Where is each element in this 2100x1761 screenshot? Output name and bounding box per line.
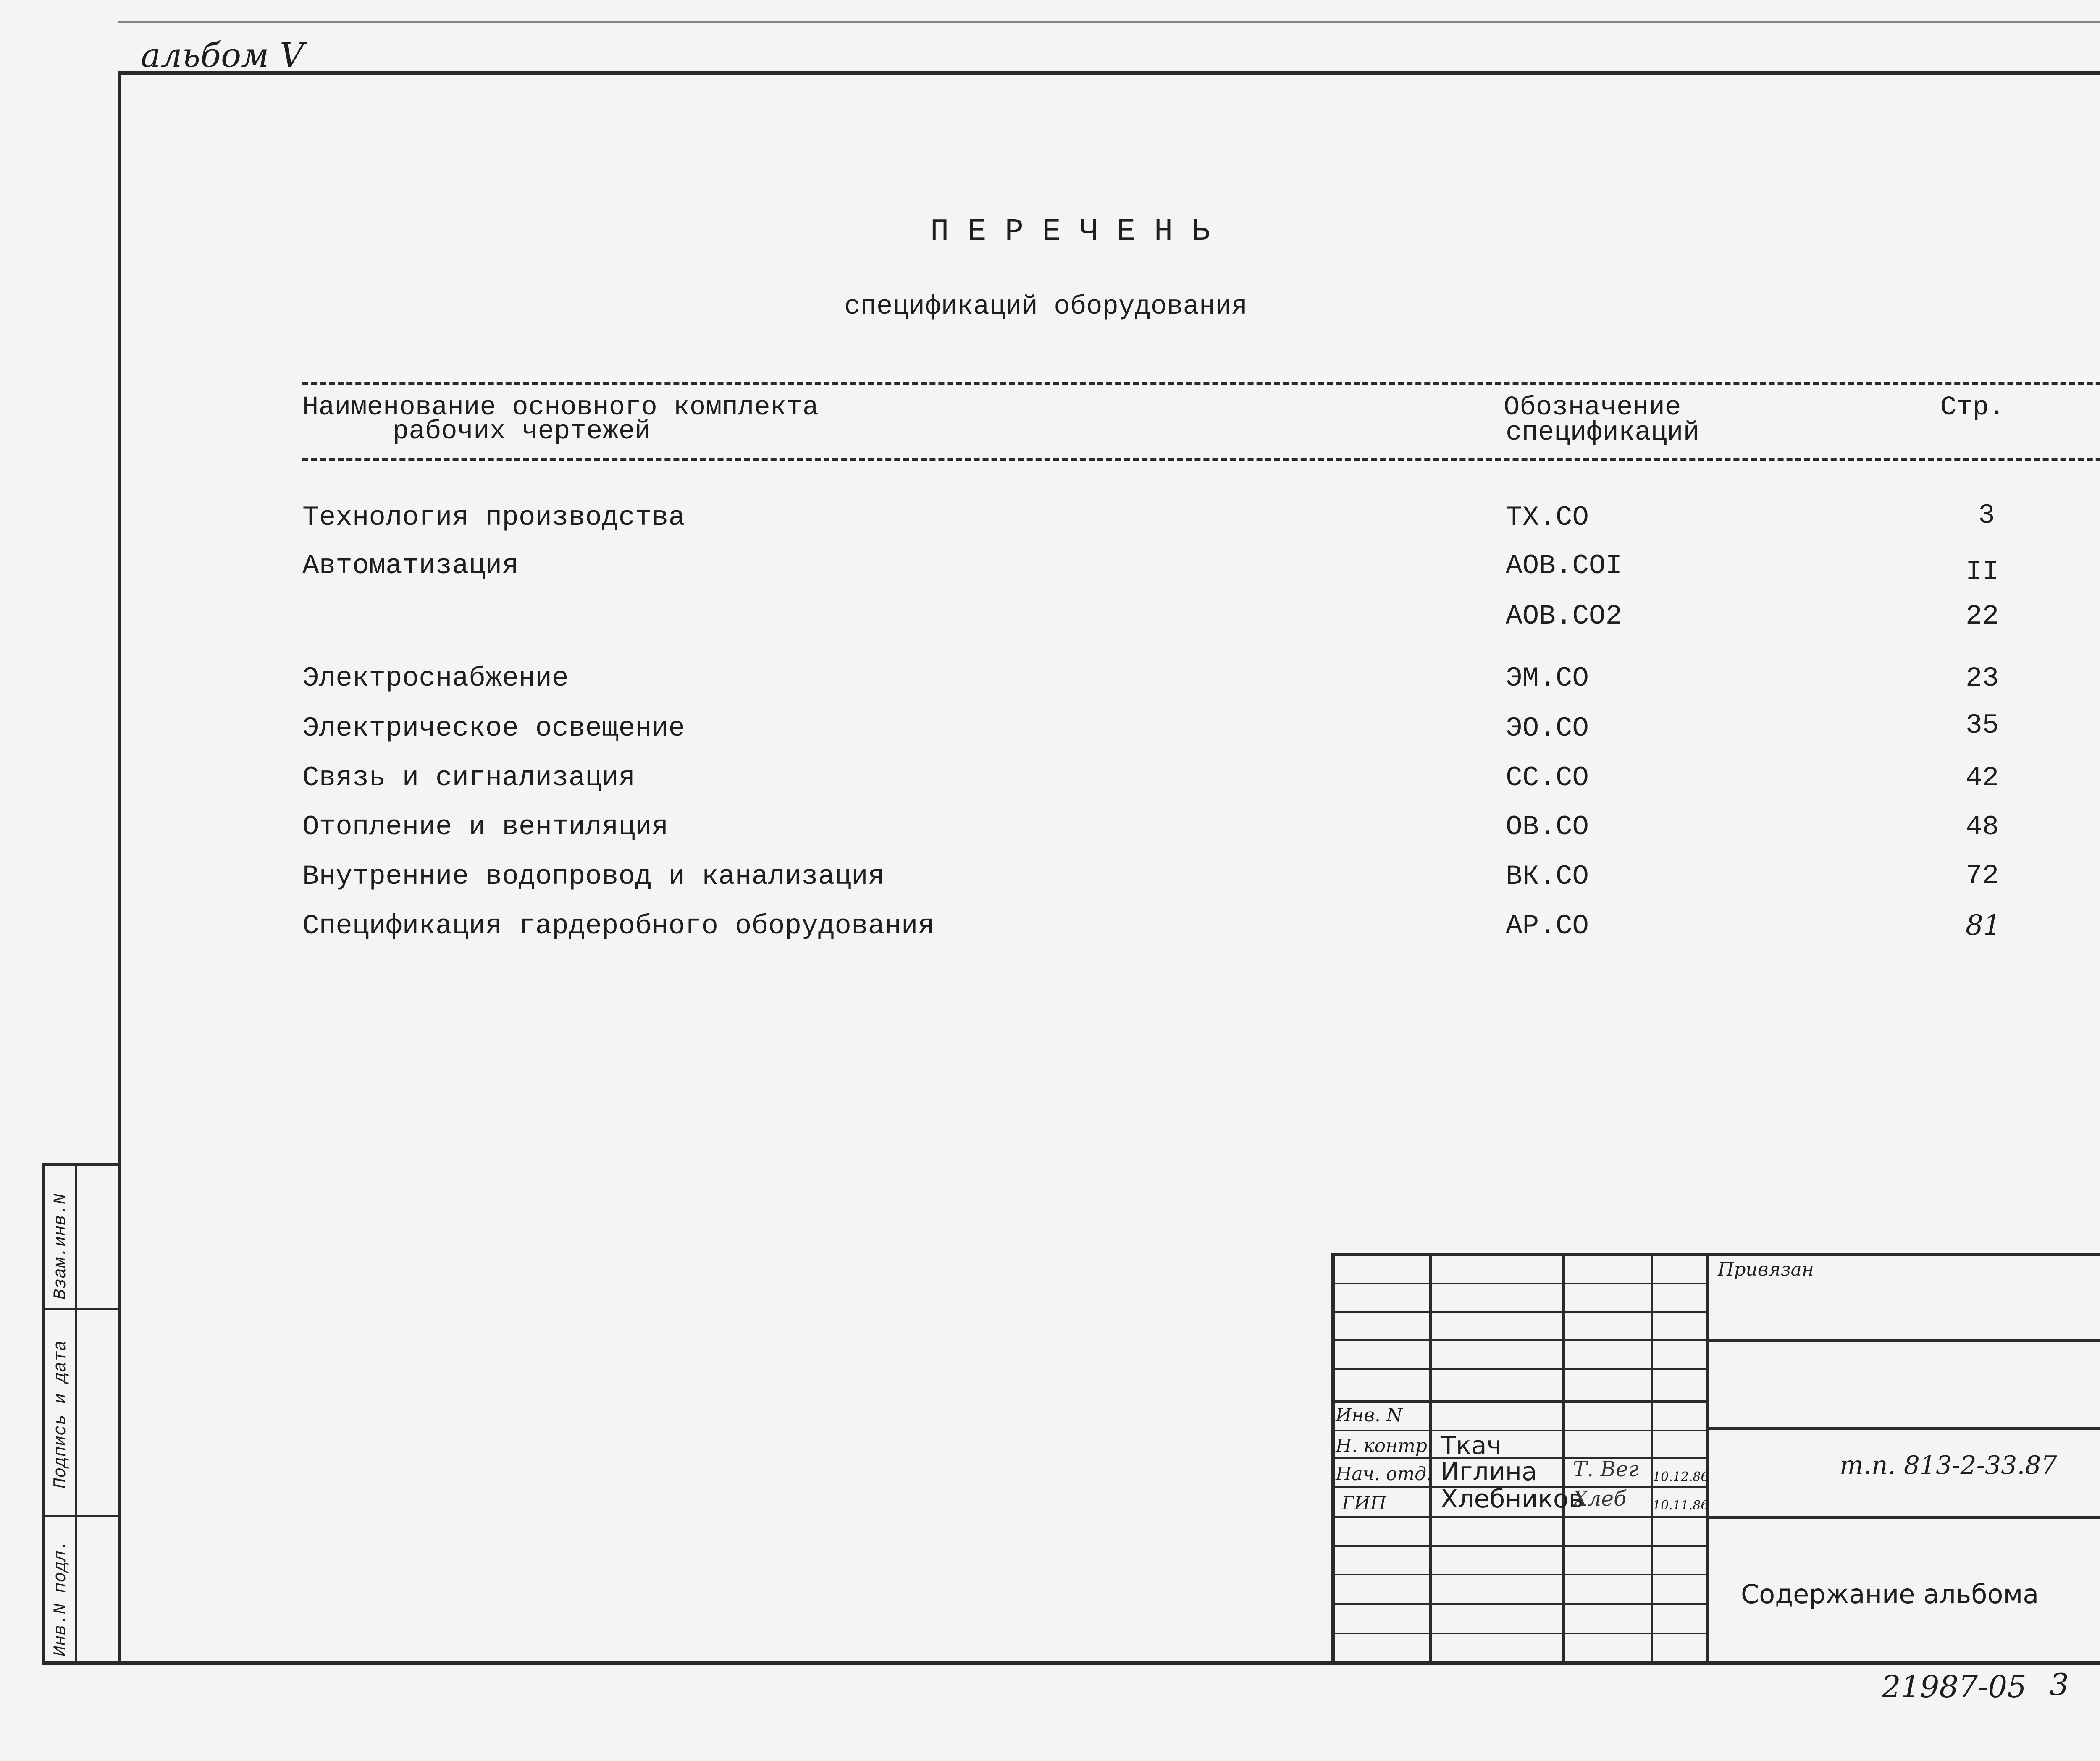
- header-code-line1: Обозначение: [1504, 393, 1681, 423]
- header-bottom-rule: [302, 458, 2100, 461]
- row-code: АР.СО: [1506, 910, 1589, 942]
- privyazan-label: Привязан: [1718, 1259, 1814, 1280]
- row-name: Внутренние водопровод и канализация: [302, 861, 885, 892]
- row-code: АОВ.СО2: [1506, 600, 1622, 632]
- row-name: Электрическое освещение: [302, 713, 685, 744]
- row-page: 42: [1966, 762, 1999, 794]
- role-label: Н. контр.: [1336, 1435, 1433, 1457]
- tb-row: [1331, 1339, 1707, 1341]
- side-stamp-div1: [42, 1308, 120, 1310]
- header-top-rule: [302, 382, 2100, 385]
- tb-hline: [1706, 1339, 2100, 1342]
- row-page: II: [1966, 556, 1999, 588]
- row-page: 35: [1966, 710, 1999, 741]
- row-page: 72: [1966, 860, 1999, 891]
- tb-row: [1331, 1574, 1707, 1575]
- row-name: Технология производства: [302, 502, 685, 533]
- row-code: ТХ.СО: [1506, 502, 1589, 533]
- date: 10.12.86: [1653, 1470, 1709, 1484]
- tb-row: [1331, 1283, 1707, 1284]
- frame-bottom: [42, 1661, 2100, 1665]
- role-label: ГИП: [1342, 1493, 1386, 1514]
- row-name: Отопление и вентиляция: [302, 811, 669, 843]
- inv-n-label: Инв. N: [1336, 1405, 1403, 1426]
- tb-hline: [1706, 1516, 2100, 1519]
- row-code: ЭМ.СО: [1506, 663, 1589, 694]
- album-label: альбом V: [141, 36, 304, 75]
- signature: Хлеб: [1573, 1486, 1627, 1511]
- tb-hline: [1706, 1427, 2100, 1430]
- side-label-podpis: Подпись и дата: [50, 1340, 71, 1488]
- role-label: Нач. отд.: [1336, 1463, 1433, 1485]
- row-name: Автоматизация: [302, 550, 519, 582]
- header-page: Стр.: [1940, 393, 2005, 423]
- date: 10.11.86: [1653, 1498, 1709, 1513]
- tb-row: [1331, 1633, 1707, 1634]
- row-name: Электроснабжение: [302, 663, 569, 694]
- row-page: 3: [1978, 500, 1995, 531]
- doc-title: Содержание альбома: [1741, 1579, 2039, 1609]
- row-code: ВК.СО: [1506, 861, 1589, 892]
- tb-row: [1331, 1516, 1707, 1518]
- page-title: П Е Р Е Ч Е Н Ь: [930, 214, 1210, 249]
- footer-page: 3: [2050, 1667, 2069, 1702]
- side-label-vzam: Взам.инв.N: [50, 1193, 71, 1300]
- tb-row: [1331, 1311, 1707, 1313]
- tb-row: [1331, 1368, 1707, 1370]
- tb-row: [1331, 1430, 1707, 1431]
- signature: Т. Вег: [1573, 1457, 1639, 1481]
- header-name-line2: рабочих чертежей: [393, 417, 651, 447]
- person-name: Хлебников: [1441, 1484, 1583, 1514]
- tb-top: [1331, 1253, 2100, 1256]
- side-stamp-top: [42, 1163, 120, 1166]
- frame-top: [118, 71, 2100, 75]
- row-name: Спецификация гардеробного оборудования: [302, 910, 935, 942]
- tb-row: [1331, 1603, 1707, 1605]
- row-code: СС.СО: [1506, 762, 1589, 794]
- row-page: 23: [1966, 663, 1999, 694]
- side-stamp-left: [42, 1163, 45, 1665]
- row-code: ЭО.СО: [1506, 713, 1589, 744]
- footer-number: 21987-05: [1882, 1669, 2026, 1704]
- row-name: Связь и сигнализация: [302, 762, 635, 794]
- row-page: 48: [1966, 811, 1999, 843]
- project-code: т.п. 813-2-33.87: [1840, 1451, 2057, 1480]
- tb-row: [1331, 1545, 1707, 1547]
- frame-top-outer: [118, 21, 2100, 23]
- header-name-line1: Наименование основного комплекта: [302, 393, 819, 423]
- header-code-line2: спецификаций: [1506, 418, 1699, 448]
- row-code: ОВ.СО: [1506, 811, 1589, 843]
- side-label-inv: Инв.N подл.: [50, 1540, 71, 1656]
- person-name: Ткач: [1441, 1431, 1502, 1460]
- side-stamp-inner: [75, 1163, 77, 1665]
- page-subtitle: спецификаций оборудования: [844, 292, 1248, 322]
- row-page: 81: [1966, 909, 2001, 941]
- frame-left: [118, 71, 121, 1665]
- row-page: 22: [1966, 600, 1999, 632]
- row-code: АОВ.СОI: [1506, 550, 1622, 582]
- tb-row: [1331, 1400, 1707, 1403]
- side-stamp-div2: [42, 1515, 120, 1517]
- person-name: Иглина: [1441, 1457, 1537, 1486]
